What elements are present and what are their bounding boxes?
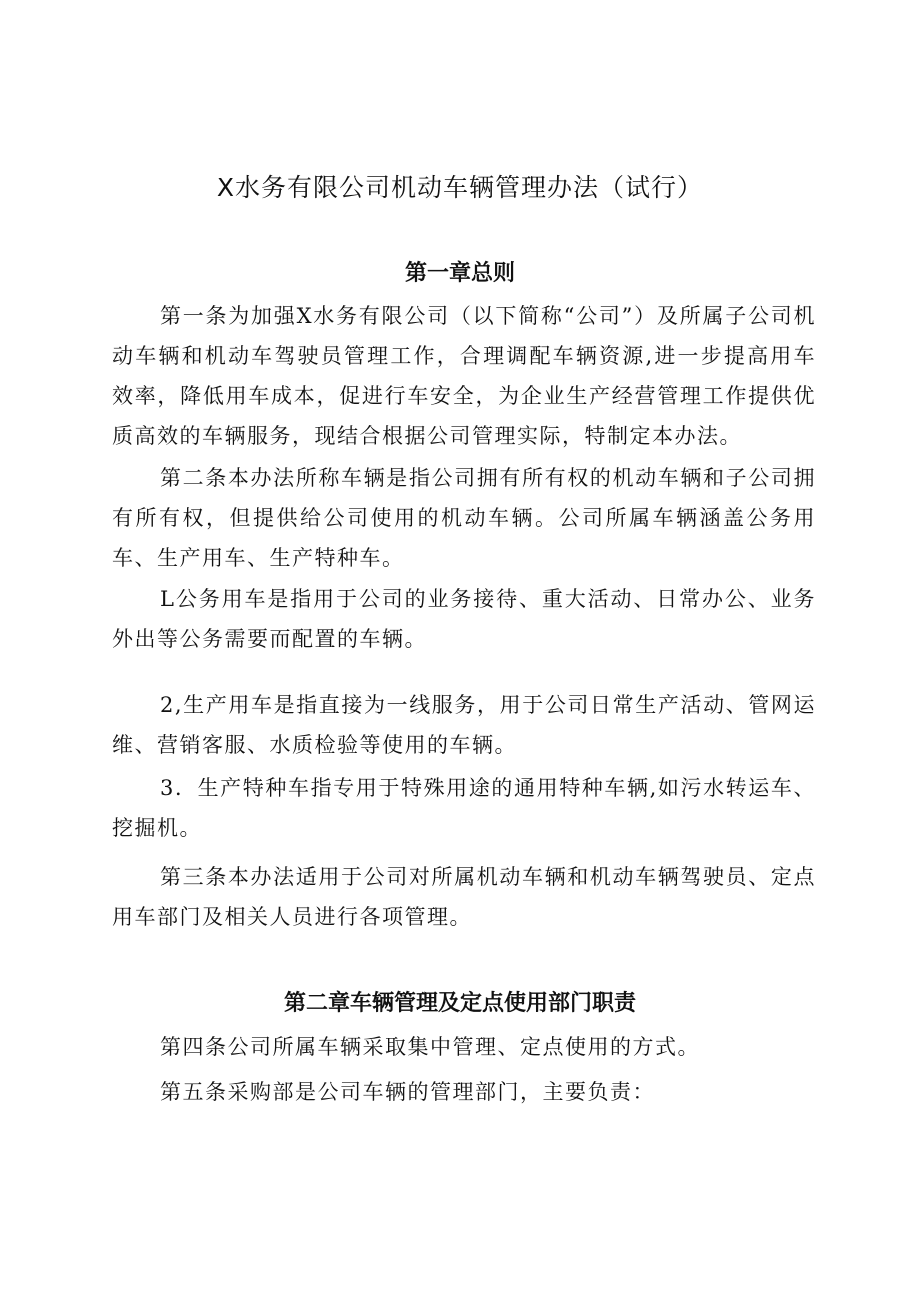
- document-title: X水务有限公司机动车辆管理办法（试行）: [216, 173, 704, 202]
- item-1-paragraph: L公务用车是指用于公司的业务接待、重大活动、日常办公、业务外出等公务需要而配置的车辆。: [112, 587, 816, 651]
- chapter-1-heading: 第一章总则: [404, 261, 515, 286]
- article-3-paragraph: 第三条本办法适用于公司对所属机动车辆和机动车辆驾驶员、定点用车部门及相关人员进行各项管理。: [112, 865, 816, 929]
- item-2-paragraph: 2,生产用车是指直接为一线服务，用于公司日常生产活动、管网运维、营销客服、水质检验等使用的车辆。: [112, 693, 816, 757]
- article-5-paragraph: 第五条采购部是公司车辆的管理部门，主要负责：: [160, 1080, 655, 1104]
- article-4-paragraph: 第四条公司所属车辆采取集中管理、定点使用的方式。: [160, 1035, 700, 1059]
- article-2-paragraph: 第二条本办法所称车辆是指公司拥有所有权的机动车辆和子公司拥有所有权，但提供给公司使用的机动车辆。公司所属车辆涵盖公务用车、生产用车、生产特种车。: [112, 466, 816, 570]
- chapter-2-heading: 第二章车辆管理及定点使用部门职责: [283, 991, 636, 1016]
- article-1-paragraph: 第一条为加强X水务有限公司（以下简称“公司”）及所属子公司机动车辆和机动车驾驶员管理工作，合理调配车辆资源,进一步提高用车效率，降低用车成本，促进行车安全，为企业生产经营管理工作提供优质高效的车辆服务，现结合根据公司管理实际，特制定本办法。: [112, 304, 816, 448]
- item-3-paragraph: 3．生产特种车指专用于特殊用途的通用特种车辆,如污水转运车、挖掘机。: [112, 776, 816, 840]
